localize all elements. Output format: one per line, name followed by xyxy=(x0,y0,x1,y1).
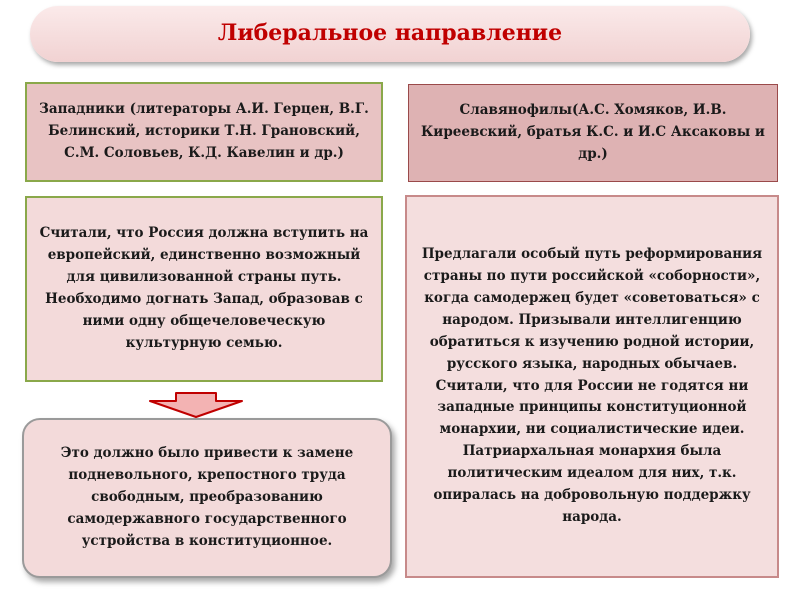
westernizers-consequence-box xyxy=(22,418,392,578)
title-banner xyxy=(30,6,750,62)
slavophiles-views: Предлагали особый путь реформирования страны по пути российской «соборности», когда самодержец будет «советоваться» с народом. Призывали интеллигенцию обратиться к изучению родной истории, русского языка, народных обычаев. Считали, что для России не годятся ни западные принципы конституционной монархии, ни социалистические идеи. Патриархальная монархия была политическим идеалом для них, т.к. опиралась на добровольную поддержку народа. xyxy=(421,246,763,525)
westernizers-consequence: Это должно было привести к замене подневольного, крепостного труда свободным, преобразованию самодержавного государственного устройства в конституционное. xyxy=(60,445,354,549)
westernizers-header: Западники (литераторы А.И. Герцен, В.Г. Белинский, историки Т.Н. Грановский, С.М. Соловьев, К.Д. Кавелин и др.) xyxy=(39,101,369,161)
slavophiles-header: Славянофилы(А.С. Хомяков, И.В. Киреевский, братья К.С. и И.С Аксаковы и др.) xyxy=(421,102,765,162)
slavophiles-header-box xyxy=(408,84,778,182)
down-arrow-icon xyxy=(148,392,244,418)
westernizers-views-box xyxy=(25,196,383,382)
slavophiles-views-box xyxy=(405,195,779,578)
westernizers-header-box xyxy=(25,82,383,182)
westernizers-views: Считали, что Россия должна вступить на европейский, единственно возможный для цивилизованной страны путь. Необходимо догнать Запад, образовав с ними одну общечеловеческую культурную семью. xyxy=(39,225,369,351)
page-title: Либеральное направление xyxy=(217,20,563,47)
